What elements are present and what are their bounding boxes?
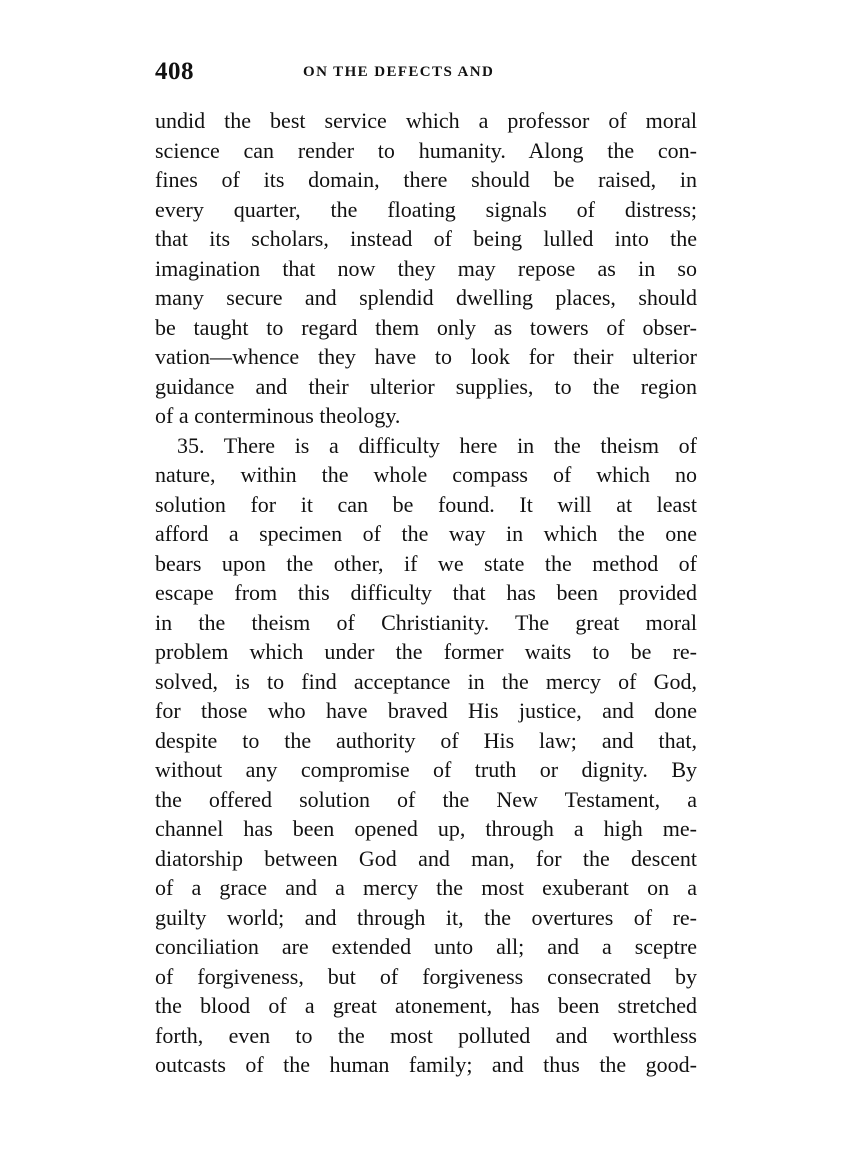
text-line: every quarter, the floating signals of distress; <box>155 196 697 222</box>
text-line: bears upon the other, if we state the method of <box>155 550 697 576</box>
text-line: despite to the authority of His law; and that, <box>155 727 697 753</box>
body-text <box>155 106 697 1080</box>
text-line: of a conterminous theology. <box>155 403 401 428</box>
running-head <box>155 58 697 92</box>
text-line: vation—whence they have to look for their ulterior <box>155 344 697 369</box>
text-line: imagination that now they may repose as in so <box>155 255 697 281</box>
text-line: be taught to regard them only as towers of obser- <box>155 314 697 340</box>
text-line: in the theism of Christianity. The great moral <box>155 609 697 635</box>
text-line: outcasts of the human family; and thus the good- <box>155 1052 697 1077</box>
running-title: ON THE DEFECTS AND <box>303 64 495 80</box>
text-line: that its scholars, instead of being lulled into the <box>155 226 697 251</box>
text-line: guidance and their ulterior supplies, to the region <box>155 373 697 399</box>
text-line: conciliation are extended unto all; and a sceptre <box>155 934 697 959</box>
text-line: without any compromise of truth or dignity. By <box>155 757 697 782</box>
text-line: fines of its domain, there should be raised, in <box>155 167 697 192</box>
text-line: 35. There is a difficulty here in the theism of <box>177 432 697 458</box>
text-line: channel has been opened up, through a high me- <box>155 816 697 841</box>
text-line: many secure and splendid dwelling places, should <box>155 285 697 310</box>
text-line: the blood of a great atonement, has been stretched <box>155 993 697 1018</box>
page-number: 408 <box>155 58 194 85</box>
text-line: solution for it can be found. It will at least <box>155 491 697 517</box>
text-line: forth, even to the most polluted and worthless <box>155 1022 697 1048</box>
text-line: of forgiveness, but of forgiveness consecrated by <box>155 963 697 989</box>
text-line: guilty world; and through it, the overtures of re- <box>155 904 697 930</box>
text-line: afford a specimen of the way in which the one <box>155 521 697 546</box>
text-line: solved, is to find acceptance in the mercy of God, <box>155 668 697 694</box>
text-line: nature, within the whole compass of which no <box>155 462 697 487</box>
text-line: of a grace and a mercy the most exuberant on a <box>155 875 697 900</box>
text-line: the offered solution of the New Testament, a <box>155 786 697 812</box>
text-line: diatorship between God and man, for the descent <box>155 845 697 871</box>
text-line: undid the best service which a professor of moral <box>155 108 697 133</box>
text-line: science can render to humanity. Along the con- <box>155 137 697 163</box>
text-line: problem which under the former waits to be re- <box>155 639 697 664</box>
text-line: escape from this difficulty that has been provided <box>155 580 697 605</box>
text-line: for those who have braved His justice, and done <box>155 698 697 723</box>
